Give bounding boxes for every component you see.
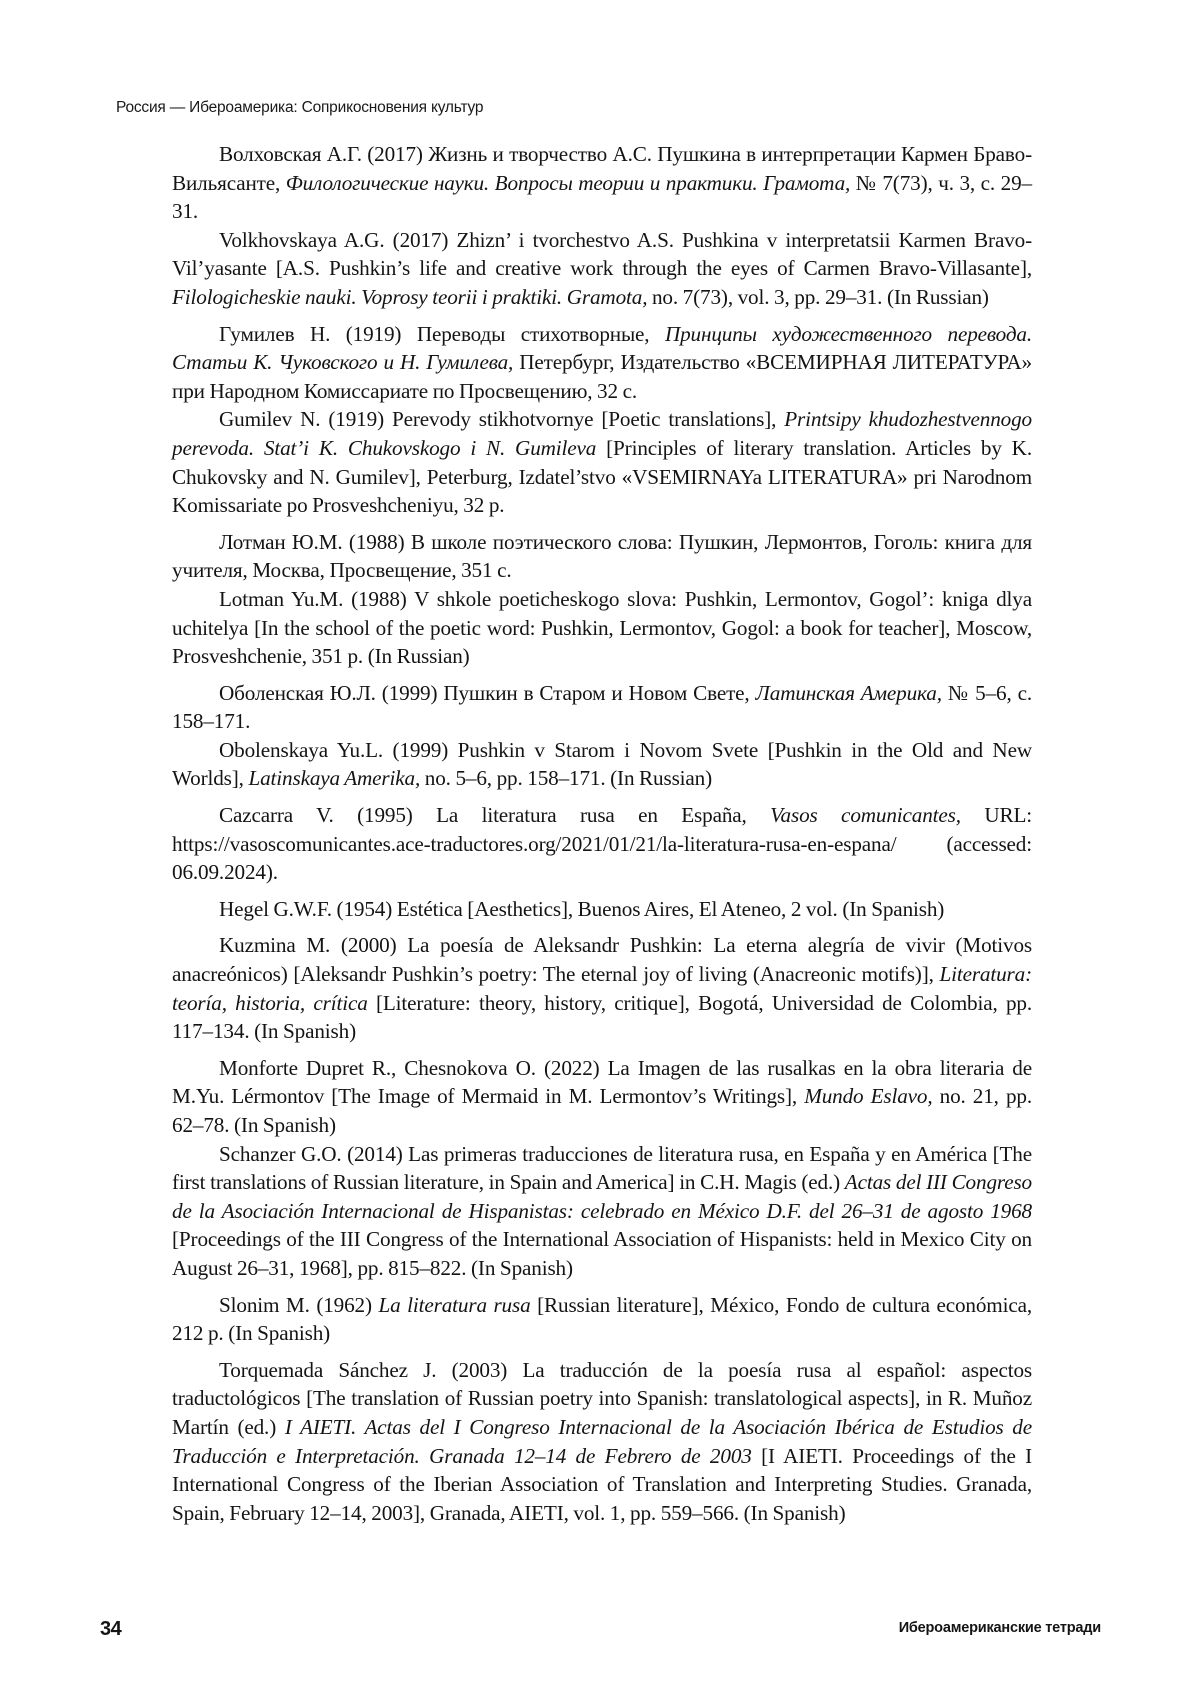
reference-text: Kuzmina M. (2000) La poesía de Aleksandr Pushkin: La eterna alegría de vivir (Motivos anacreónicos) [Aleksandr Pushkin’s poetry: The eternal joy of living (Anacreonic motifs)],	[172, 933, 1032, 987]
journal-name: Ибероамериканские тетради	[898, 1620, 1101, 1636]
reference-entry	[172, 226, 1032, 312]
reference-entry	[172, 931, 1032, 1045]
reference-entry	[172, 679, 1032, 736]
reference-text: Torquemada Sánchez J. (2003) La traducción de la poesía rusa al español: aspectos traductológicos [The translation of Russian poetry into Spanish: translatological aspects], in R. Muñoz Martín (ed.)	[172, 1357, 1032, 1439]
reference-text: № 5–6, с. 158–171.	[172, 680, 1032, 734]
reference-text: Оболенская Ю.Л. (1999) Пушкин в Старом и Новом Свете,	[219, 680, 756, 705]
reference-list	[172, 140, 1032, 1527]
reference-entry	[172, 1140, 1032, 1283]
reference-text: [Literature: theory, history, critique], Bogotá, Universidad de Colombia, pp. 117–134. (In Spanish)	[172, 990, 1032, 1044]
reference-title-italic: Латинская Америка,	[755, 680, 942, 705]
running-head: Россия — Ибероамерика: Соприкосновения культур	[116, 99, 484, 116]
reference-entry	[172, 736, 1032, 793]
reference-entry	[172, 801, 1032, 887]
reference-entry	[172, 585, 1032, 671]
reference-text: Volkhovskaya A.G. (2017) Zhizn’ i tvorchestvo A.S. Pushkina v interpretatsii Karmen Bravo-Vil’yasante [A.S. Pushkin’s life and creative work through the eyes of Carmen Bravo-Villasante],	[172, 227, 1032, 281]
reference-title-italic: Latinskaya Amerika,	[248, 766, 421, 791]
reference-text: no. 5–6, pp. 158–171. (In Russian)	[420, 766, 713, 791]
reference-text: Obolenskaya Yu.L. (1999) Pushkin v Starom i Novom Svete [Pushkin in the Old and New Worlds],	[172, 737, 1032, 791]
reference-text: Лотман Ю.М. (1988) В школе поэтического слова: Пушкин, Лермонтов, Гоголь: книга для учителя, Москва, Просвещение, 351 с.	[172, 529, 1032, 583]
reference-entry	[172, 895, 1032, 924]
reference-text: Волховская А.Г. (2017) Жизнь и творчество А.С. Пушкина в интерпретации Кармен Браво-Вильясанте,	[172, 142, 1032, 195]
reference-text: no. 21, pp. 62–78. (In Spanish)	[172, 1084, 1032, 1137]
reference-entry	[172, 1356, 1032, 1528]
reference-title-italic: I AIETI. Actas del I Congreso Internacional de la Asociación Ibérica de Estudios de Traducción e Interpretación. Granada 12–14 de Febrero de 2003	[172, 1414, 1033, 1468]
reference-text: Lotman Yu.M. (1988) V shkole poeticheskogo slova: Pushkin, Lermontov, Gogol’: kniga dlya uchitelya [In the school of the poetic word: Pushkin, Lermontov, Gogol: a book for teacher], Moscow, Prosveshchenie, 351 p. (In Russian)	[172, 586, 1032, 669]
reference-text: № 7(73), ч. 3, с. 29–31.	[172, 170, 1032, 224]
reference-text: no. 7(73), vol. 3, pp. 29–31. (In Russian)	[647, 284, 989, 309]
reference-title-italic: Actas del III Congreso de la Asociación Internacional de Hispanistas: celebrado en México D.F. del 26–31 de agosto 1968	[172, 1170, 1032, 1223]
reference-text: [Russian literature], México, Fondo de cultura económica, 212 p. (In Spanish)	[172, 1292, 1033, 1346]
reference-text: Гумилев Н. (1919) Переводы стихотворные,	[219, 321, 665, 346]
page-number: 34	[100, 1618, 122, 1640]
reference-entry	[172, 528, 1032, 585]
reference-entry	[172, 1054, 1032, 1140]
reference-text: Monforte Dupret R., Chesnokova O. (2022) La Imagen de las rusalkas en la obra literaria de M.Yu. Lérmontov [The Image of Mermaid in M. Lermontov’s Writings],	[172, 1055, 1032, 1109]
reference-entry	[172, 405, 1032, 519]
reference-title-italic: Филологические науки. Вопросы теории и практики. Грамота,	[285, 170, 851, 195]
reference-text: Gumilev N. (1919) Perevody stikhotvornye [Poetic translations],	[219, 407, 785, 432]
reference-text: Hegel G.W.F. (1954) Estética [Aesthetics], Buenos Aires, El Ateneo, 2 vol. (In Spanish)	[219, 896, 945, 921]
reference-entry	[172, 140, 1032, 226]
reference-title-italic: Vasos comunicantes,	[770, 803, 961, 828]
reference-entry	[172, 1291, 1032, 1348]
reference-title-italic: Filologicheskie nauki. Voprosy teorii i praktiki. Gramota,	[172, 284, 648, 309]
reference-title-italic: Literatura: teoría, historia, crítica	[172, 962, 1032, 1015]
reference-text: [Proceedings of the III Congress of the International Association of Hispanists: held in Mexico City on August 26–31, 1968], pp. 815–822. (In Spanish)	[172, 1227, 1032, 1280]
reference-text: Schanzer G.O. (2014) Las primeras traducciones de literatura rusa, en España y en América [The first translations of Russian literature, in Spain and America] in C.H. Magis (ed.)	[172, 1141, 1032, 1195]
reference-text: Петербург, Издательство «ВСЕМИРНАЯ ЛИТЕРАТУРА» при Народном Комиссариате по Просвещению, 32 с.	[172, 350, 1032, 403]
reference-title-italic: Mundo Eslavo,	[804, 1084, 933, 1109]
reference-title-italic: Printsipy khudozhestvennogo perevoda. Stat’i K. Chukovskogo i N. Gumileva	[172, 407, 1032, 460]
reference-text: [Principles of literary translation. Articles by K. Chukovsky and N. Gumilev], Peterburg, Izdatel’stvo «VSEMIRNAYa LITERATURA» pri Narodnom Komissariate po Prosveshcheniyu, 32 p.	[172, 435, 1032, 518]
reference-entry	[172, 320, 1032, 406]
reference-text: [I AIETI. Proceedings of the I International Congress of the Iberian Association of Translation and Interpreting Studies. Granada, Spain, February 12–14, 2003], Granada, AIETI, vol. 1, pp. 559–566. (In Spanish)	[172, 1443, 1032, 1525]
reference-text: Slonim M. (1962)	[219, 1292, 379, 1317]
reference-text: URL: https://vasoscomunicantes.ace-traductores.org/2021/01/21/la-literatura-rusa-en-espana/ (accessed: 06.09.2024).	[172, 803, 1033, 885]
reference-title-italic: Принципы художественного перевода. Статьи К. Чуковского и Н. Гумилева,	[172, 321, 1032, 375]
reference-text: Cazcarra V. (1995) La literatura rusa en España,	[219, 803, 771, 828]
reference-title-italic: La literatura rusa	[378, 1292, 531, 1317]
